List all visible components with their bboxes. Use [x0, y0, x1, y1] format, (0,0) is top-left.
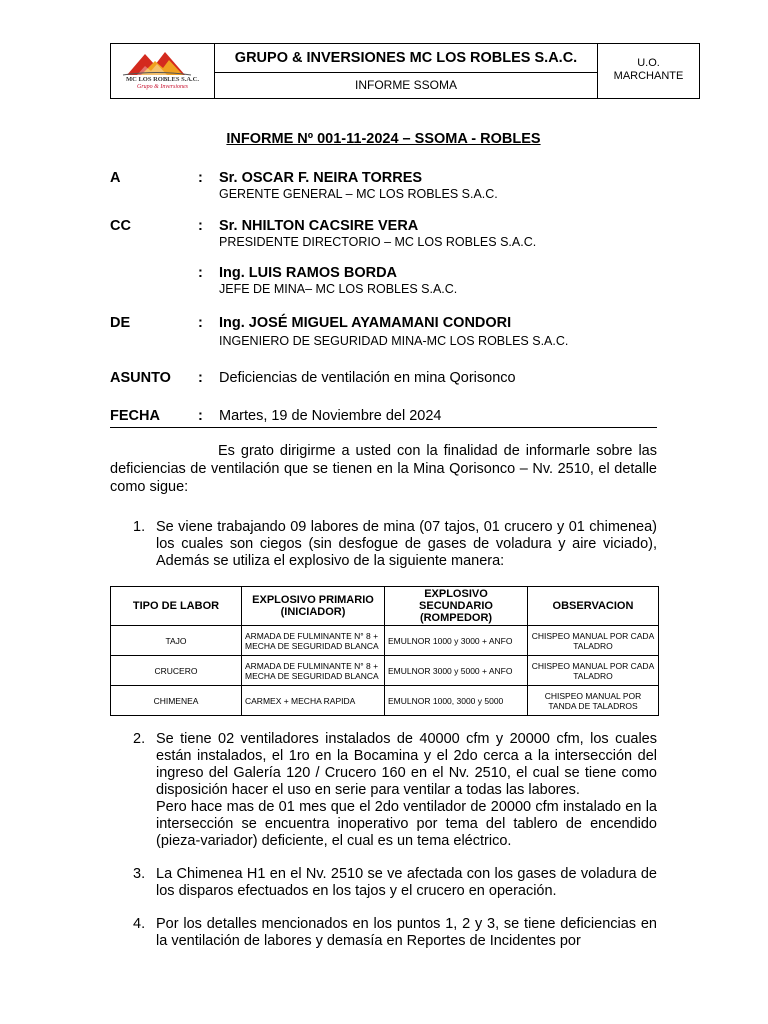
recipient-position: GERENTE GENERAL – MC LOS ROBLES S.A.C.: [219, 187, 498, 201]
column-header: TIPO DE LABOR: [111, 587, 242, 626]
company-logo: [111, 44, 215, 98]
field-label: A: [110, 170, 121, 186]
date-text: Martes, 19 de Noviembre del 2024: [219, 408, 442, 424]
cc2-position: JEFE DE MINA– MC LOS ROBLES S.A.C.: [219, 282, 458, 296]
item-number: 1.: [133, 519, 146, 535]
item-text: La Chimenea H1 en el Nv. 2510 se ve afectada con los gases de voladura de los disparos efectuados en los tajos y el crucero en operación.: [156, 866, 657, 899]
column-header: EXPLOSIVO SECUNDARIO (ROMPEDOR): [385, 587, 528, 626]
table-cell: CRUCERO: [111, 656, 242, 686]
item-text: Por los detalles mencionados en los puntos 1, 2 y 3, se tiene deficiencias en la ventilación de labores y demasía en Reportes de Incidentes por: [156, 916, 657, 949]
sender-name: Ing. JOSÉ MIGUEL AYAMAMANI CONDORI: [219, 315, 512, 331]
column-header: OBSERVACION: [528, 587, 659, 626]
unit-label: U.O.: [637, 57, 660, 69]
cc-position: PRESIDENTE DIRECTORIO – MC LOS ROBLES S.A.C.: [219, 235, 537, 249]
column-header: EXPLOSIVO PRIMARIO (INICIADOR): [242, 587, 385, 626]
subject-text: Deficiencias de ventilación en mina Qorisonco: [219, 370, 516, 386]
sender-position: INGENIERO DE SEGURIDAD MINA-MC LOS ROBLES S.A.C.: [219, 334, 569, 348]
field-colon: :: [198, 315, 203, 331]
logo-company-text: MC LOS ROBLES S.A.C.: [126, 76, 199, 83]
table-cell: ARMADA DE FULMINANTE N° 8 + MECHA DE SEGURIDAD BLANCA: [242, 656, 385, 686]
table-row: [111, 656, 659, 686]
field-label: DE: [110, 315, 131, 331]
field-label: FECHA: [110, 408, 160, 424]
table-cell: CARMEX + MECHA RAPIDA: [242, 686, 385, 716]
table-row: [111, 626, 659, 656]
item-text: Se viene trabajando 09 labores de mina (07 tajos, 01 crucero y 01 chimenea) los cuales son ciegos (sin desfogue de gases de voladura y aire viciado), Además se utiliza el explosivo de la siguiente manera:: [156, 519, 657, 569]
table-cell: CHIMENEA: [111, 686, 242, 716]
item-number: 3.: [133, 866, 146, 882]
field-colon: :: [198, 408, 203, 424]
table-cell: EMULNOR 1000, 3000 y 5000: [385, 686, 528, 716]
intro-text: Es grato dirigirme a usted con la finalidad de informarle sobre las deficiencias de ventilación que se tienen en la Mina Qorisonco – Nv. 2510, el detalle como sigue:: [110, 443, 657, 495]
company-name: GRUPO & INVERSIONES MC LOS ROBLES S.A.C.: [215, 44, 597, 73]
table-cell: CHISPEO MANUAL POR CADA TALADRO: [528, 626, 659, 656]
logo-tagline: Grupo & Inversiones: [137, 84, 188, 90]
operating-unit: [598, 44, 699, 98]
item-text: Se tiene 02 ventiladores instalados de 40000 cfm y 20000 cfm, los cuales están instalados, el 1ro en la Bocamina y el 2do cerca a la intersección del ingreso del Galería 120 / Crucero 160 en el Nv. 2510, el cual se tiene como disposición hacer el uso en serie para ventilar a todas las labores.: [156, 731, 657, 798]
recipient-name: Sr. OSCAR F. NEIRA TORRES: [219, 170, 423, 186]
field-colon: :: [198, 370, 203, 386]
item-number: 4.: [133, 916, 146, 932]
report-title: INFORME Nº 001-11-2024 – SSOMA - ROBLES: [226, 131, 541, 147]
table-cell: TAJO: [111, 626, 242, 656]
table-cell: CHISPEO MANUAL POR TANDA DE TALADROS: [528, 686, 659, 716]
document-type: INFORME SSOMA: [354, 78, 457, 92]
field-colon: :: [198, 265, 203, 281]
intro-paragraph: [110, 442, 657, 496]
cc2-name: Ing. LUIS RAMOS BORDA: [219, 265, 398, 281]
table-row: [111, 686, 659, 716]
field-colon: :: [198, 218, 203, 234]
table-cell: EMULNOR 3000 y 5000 + ANFO: [385, 656, 528, 686]
table-cell: CHISPEO MANUAL POR CADA TALADRO: [528, 656, 659, 686]
item-number: 2.: [133, 731, 146, 747]
header-divider: [110, 427, 657, 428]
explosives-table: [110, 586, 659, 716]
table-header-row: [111, 587, 659, 626]
unit-name: MARCHANTE: [613, 70, 684, 82]
cc-name: Sr. NHILTON CACSIRE VERA: [219, 218, 419, 234]
field-label: CC: [110, 218, 131, 234]
table-cell: ARMADA DE FULMINANTE N° 8 + MECHA DE SEGURIDAD BLANCA: [242, 626, 385, 656]
document-header: [110, 43, 700, 99]
field-colon: :: [198, 170, 203, 186]
table-cell: EMULNOR 1000 y 3000 + ANFO: [385, 626, 528, 656]
item-text-continued: Pero hace mas de 01 mes que el 2do ventilador de 20000 cfm instalado en la intersección se encuentra inoperativo por tema del tablero de encendido (pieza-variador) deficiente, el cual es un tema eléctrico.: [156, 799, 657, 849]
field-label: ASUNTO: [110, 370, 171, 386]
